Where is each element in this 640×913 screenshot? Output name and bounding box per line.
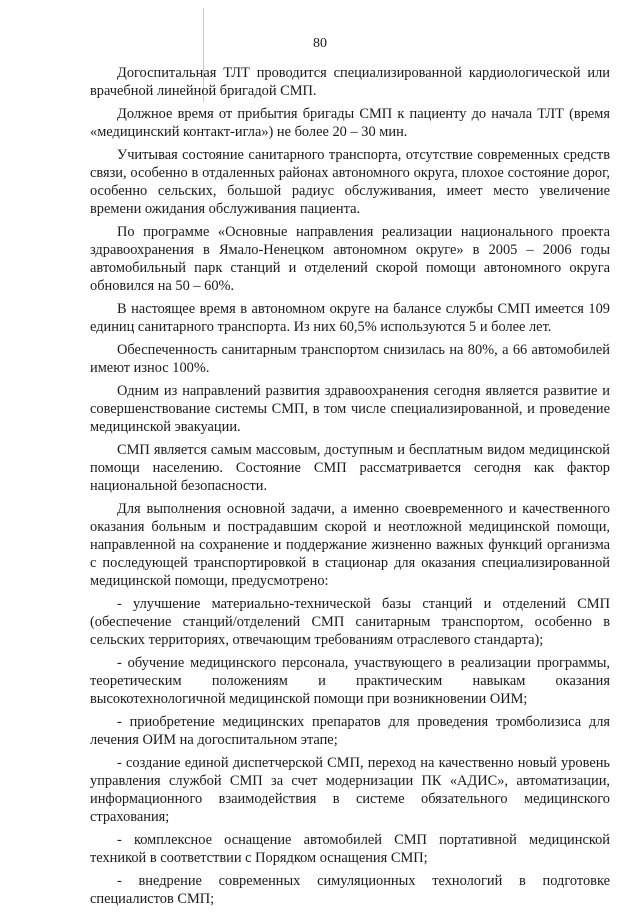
paragraph: Для выполнения основной задачи, а именно своевременного и качественного оказания больным и пострадавшим скорой и неотложной медицинской помощи, направленной на сохранение и поддержание жизненно важных функций организма с последующей транспортировкой в стационар для оказания специализированной медицинской помощи, предусмотрено: — [90, 501, 610, 589]
list-item: - комплексное оснащение автомобилей СМП портативной медицинской техникой в соответствии с Порядком оснащения СМП; — [90, 832, 610, 866]
paragraph: Должное время от прибытия бригады СМП к пациенту до начала ТЛТ (время «медицинский контакт-игла») не более 20 – 30 мин. — [90, 106, 610, 140]
paragraph: В настоящее время в автономном округе на балансе службы СМП имеется 109 единиц санитарного транспорта. Из них 60,5% используются 5 и более лет. — [90, 301, 610, 335]
paragraph: Обеспеченность санитарным транспортом снизилась на 80%, а 66 автомобилей имеют износ 100%. — [90, 342, 610, 376]
page-number: 80 — [313, 36, 327, 51]
list-item: - обучение медицинского персонала, участвующего в реализации программы, теоретическим положениям и практическим навыкам оказания высокотехнологичной медицинской помощи при возникновении ОИМ; — [90, 655, 610, 707]
paragraph: Догоспитальная ТЛТ проводится специализированной кардиологической или врачебной линейной бригадой СМП. — [90, 65, 610, 99]
list-item: - приобретение медицинских препаратов для проведения тромболизиса для лечения ОИМ на догоспитальном этапе; — [90, 714, 610, 748]
list-item: - создание единой диспетчерской СМП, переход на качественно новый уровень управления службой СМП за счет модернизации ПК «АДИС», автоматизации, информационного взаимодействия в системе обязательного медицинского страхования; — [90, 755, 610, 825]
paragraph: Учитывая состояние санитарного транспорта, отсутствие современных средств связи, особенно в отдаленных районах автономного округа, плохое состояние дорог, особенно сельских, большой радиус обслуживания, имеет место увеличение времени ожидания обслуживания пациента. — [90, 147, 610, 217]
paragraph: По программе «Основные направления реализации национального проекта здравоохранения в Ямало-Ненецком автономном округе» в 2005 – 2006 годы автомобильный парк станций и отделений скорой помощи автономного округа обновился на 50 – 60%. — [90, 224, 610, 294]
list-item: - улучшение материально-технической базы станций и отделений СМП (обеспечение станций/отделений СМП санитарным транспортом, особенно в сельских территориях, отвечающим требованиям отраслевого стандарта); — [90, 596, 610, 648]
list-item: - внедрение современных симуляционных технологий в подготовке специалистов СМП; — [90, 873, 610, 907]
paragraph: Одним из направлений развития здравоохранения сегодня является развитие и совершенствование системы СМП, в том числе специализированной, и проведение медицинской эвакуации. — [90, 383, 610, 435]
document-body — [90, 64, 610, 913]
paragraph: СМП является самым массовым, доступным и бесплатным видом медицинской помощи населению. Состояние СМП рассматривается сегодня как фактор национальной безопасности. — [90, 442, 610, 494]
